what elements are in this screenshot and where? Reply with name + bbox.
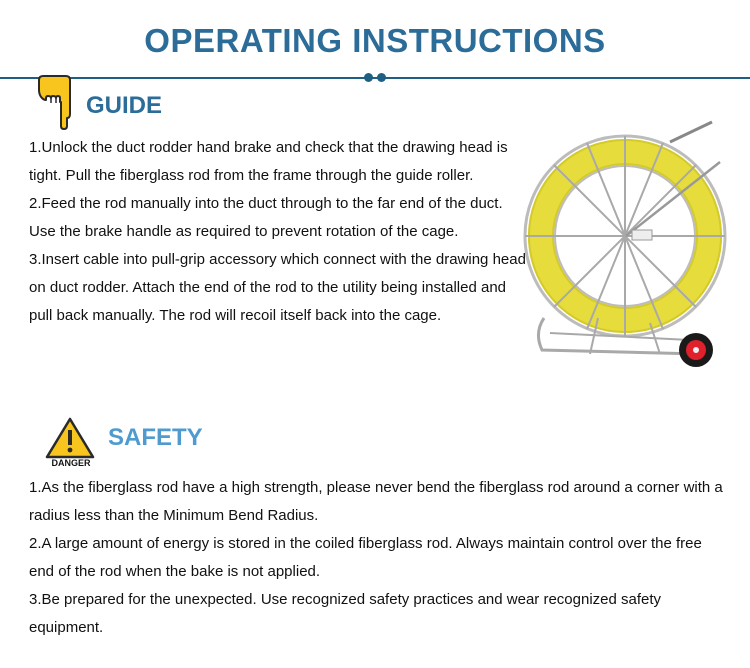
title-divider bbox=[0, 77, 750, 79]
divider-dot bbox=[364, 73, 373, 82]
safety-heading: SAFETY bbox=[108, 424, 203, 451]
safety-item: 2.A large amount of energy is stored in the coiled fiberglass rod. Always maintain control over the free end of the rod when the bake is not applied. bbox=[29, 535, 702, 580]
guide-step: 2.Feed the rod manually into the duct through to the far end of the duct. Use the brake handle as required to prevent rotation of the cage. bbox=[29, 195, 503, 240]
safety-item: 3.Be prepared for the unexpected. Use recognized safety practices and wear recognized safety equipment. bbox=[29, 591, 662, 636]
safety-item: 1.As the fiberglass rod have a high strength, please never bend the fiberglass rod around a corner with a radius less than the Minimum Bend Radius. bbox=[29, 479, 723, 524]
guide-step: 3.Insert cable into pull-grip accessory which connect with the drawing head on duct rodder. Attach the end of the rod to the utility being installed and pull back manually. The rod will recoil itself back into the cage. bbox=[29, 251, 526, 324]
danger-label: DANGER bbox=[51, 458, 91, 468]
divider-dot bbox=[377, 73, 386, 82]
guide-steps bbox=[29, 134, 529, 330]
safety-items bbox=[29, 474, 729, 642]
page-title: OPERATING INSTRUCTIONS bbox=[144, 22, 606, 59]
guide-step: 1.Unlock the duct rodder hand brake and check that the drawing head is tight. Pull the fiberglass rod from the frame through the guide roller. bbox=[29, 139, 508, 184]
pointing-hand-icon bbox=[36, 74, 76, 135]
duct-rodder-illustration bbox=[520, 118, 730, 381]
guide-heading: GUIDE bbox=[86, 92, 163, 119]
